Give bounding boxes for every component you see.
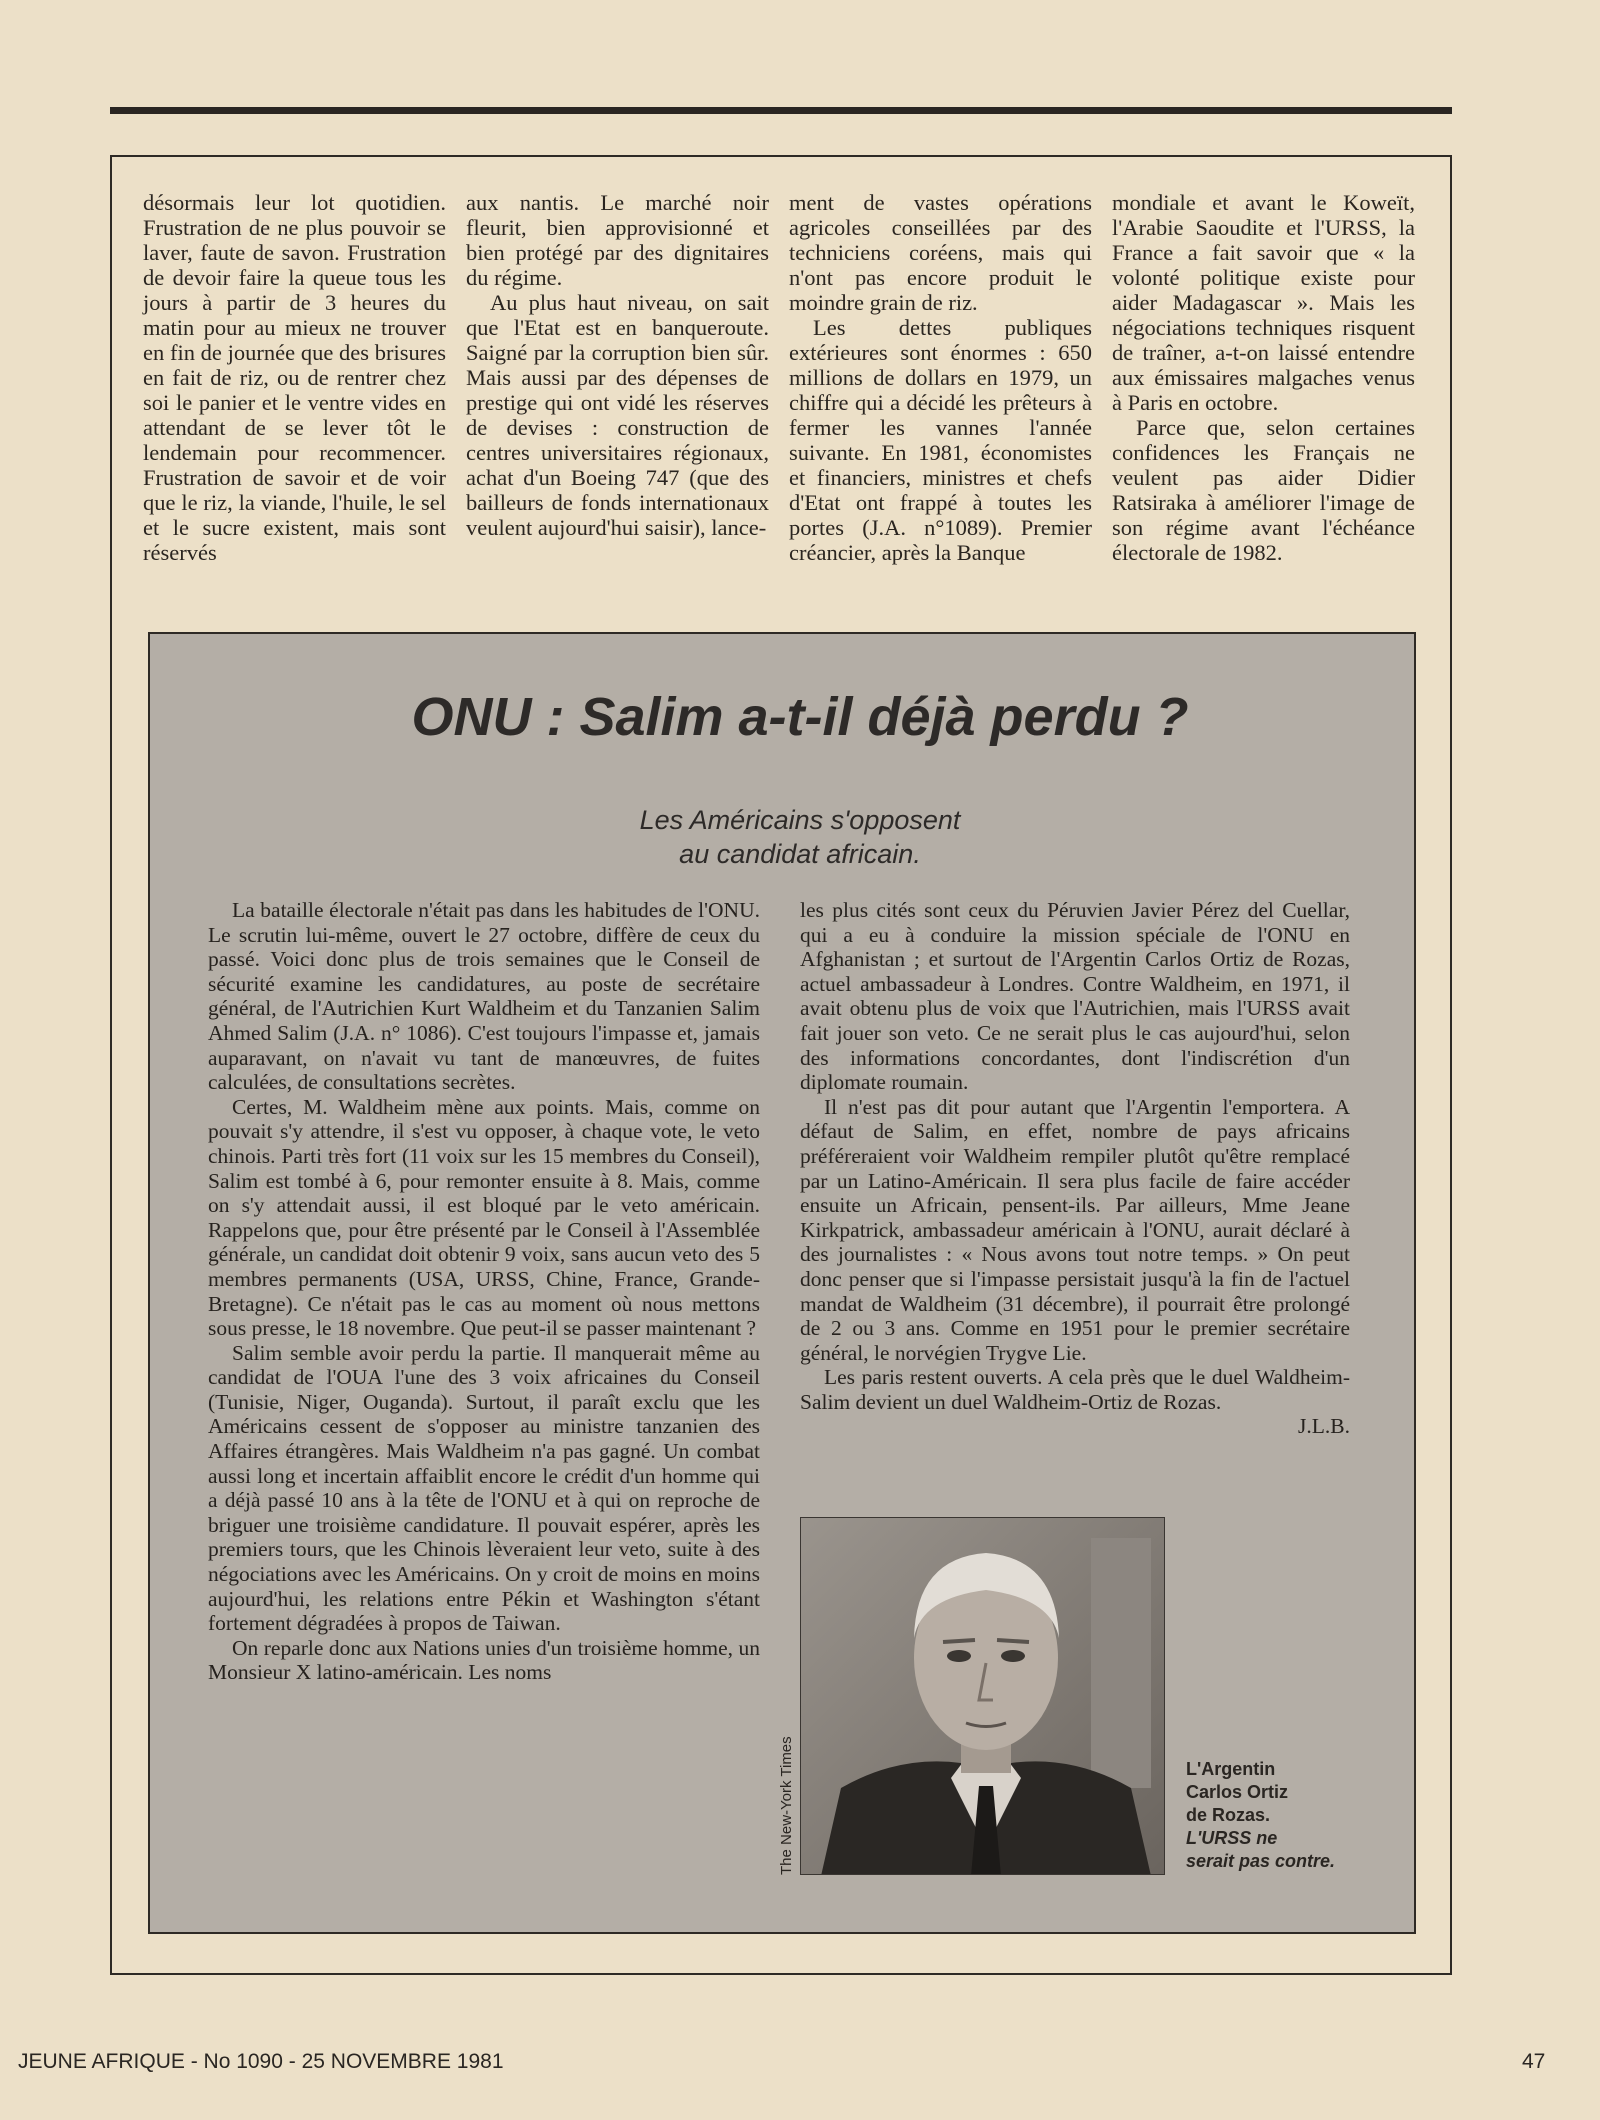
top-col4-para: Parce que, selon certaines confidences les Français ne veulent pas aider Didier Ratsiraka à améliorer l'image de son régime avant l'échéance électorale de 1982.: [1112, 415, 1415, 565]
top-col3-para: ment de vastes opérations agricoles conseillées par des techniciens coréens, mais qui n'ont pas encore produit le moindre grain de riz.: [789, 190, 1092, 315]
inset-paragraph: Il n'est pas dit pour autant que l'Argentin l'emportera. A défaut de Salim, en effet, nombre de pays africains préféreraient voir Waldheim rempiler plutôt qu'être remplacé par un Latino-Américain. Il sera plus facile de faire accéder ensuite un Africain, pensent-ils. Par ailleurs, Mme Jeane Kirkpatrick, ambassadeur américain à l'ONU, aurait déclaré à des journalistes : « Nous avons tout notre temps. » On peut donc penser que si l'impasse persistait jusqu'à la fin de l'actuel mandat de Waldheim (31 décembre), il pourrait être prolongé de 2 ou 3 ans. Comme en 1951 pour le premier secrétaire général, le norvégien Trygve Lie.: [800, 1094, 1350, 1365]
caption-line: L'URSS ne: [1186, 1828, 1278, 1848]
inset-subtitle: [0, 803, 1600, 871]
inset-paragraph: les plus cités sont ceux du Péruvien Javier Pérez del Cuellar, qui a eu à conduire la mission spéciale de l'ONU en Afghanistan ; et surtout de l'Argentin Carlos Ortiz de Rozas, actuel ambassadeur à Londres. Contre Waldheim, en 1971, il avait obtenu plus de voix que l'Autrichien, mais l'URSS avait fait jouer son veto. Ce ne serait plus le cas aujourd'hui, selon des informations concordantes, dont l'indiscrétion d'un diplomate roumain.: [800, 898, 1350, 1095]
top-col4-para: mondiale et avant le Koweït, l'Arabie Saoudite et l'URSS, la France a fait savoir que « la volonté politique existe pour aider Madagascar ». Mais les négociations techniques risquent de traîner, a-t-on laissé entendre aux émissaires malgaches venus à Paris en octobre.: [1112, 190, 1415, 415]
page-number: 47: [1522, 2050, 1546, 2073]
portrait-illustration: [801, 1518, 1165, 1875]
portrait-photo: [800, 1517, 1165, 1875]
caption-line: de Rozas.: [1186, 1805, 1271, 1825]
inset-subtitle-line: au candidat africain.: [679, 839, 921, 869]
inset-paragraph: Salim semble avoir perdu la partie. Il manquerait même au candidat de l'OUA l'une des 3 voix africaines du Conseil (Tunisie, Niger, Ouganda). Surtout, il paraît exclu que les Américains cessent de s'opposer au ministre tanzanien des Affaires étrangères. Mais Waldheim n'a pas gagné. Un combat aussi long et incertain affaiblit encore le crédit d'un homme qui a déjà passé 10 ans à la tête de l'ONU et à qui on reproche de briguer une troisième candidature. Il pouvait espérer, après les premiers tours, que les Chinois lèveraient leur veto, suite à des négociations avec les Américains. On y croit de moins en moins aujourd'hui, les relations entre Pékin et Washington s'étant fortement dégradées à propos de Taiwan.: [208, 1340, 760, 1636]
caption-line: serait pas contre.: [1186, 1851, 1336, 1871]
top-col2-para: aux nantis. Le marché noir fleurit, bien approvisionné et bien protégé par des dignitaires du régime.: [466, 190, 769, 290]
top-col2-para: Au plus haut niveau, on sait que l'Etat est en banqueroute. Saigné par la corruption bien sûr. Mais aussi par des dépenses de prestige qui ont vidé les réserves de devises : construction de centres universitaires régionaux, achat d'un Boeing 747 (que des bailleurs de fonds internationaux veulent aujourd'hui saisir), lance-: [466, 290, 769, 540]
top-column-4: [1112, 190, 1415, 590]
inset-title: ONU : Salim a-t-il déjà perdu ?: [411, 687, 1189, 747]
inset-subtitle-line: Les Américains s'opposent: [639, 805, 961, 835]
top-column-1: [143, 190, 446, 590]
inset-paragraph: Les paris restent ouverts. A cela près que le duel Waldheim-Salim devient un duel Waldheim-Ortiz de Rozas.: [800, 1365, 1350, 1414]
top-col3-para: Les dettes publiques extérieures sont énormes : 650 millions de dollars en 1979, un chiffre qui a décidé les prêteurs à fermer les vannes l'année suivante. En 1981, économistes et financiers, ministres et chefs d'Etat ont frappé à toutes les portes (J.A. n°1089). Premier créancier, après la Banque: [789, 315, 1092, 565]
photo-credit: The New-York Times: [778, 1736, 795, 1875]
top-article-columns: [143, 190, 1415, 590]
caption-line: L'Argentin: [1186, 1759, 1276, 1779]
author-signature: J.L.B.: [1298, 1414, 1350, 1439]
inset-left-column: [208, 898, 760, 1685]
top-column-2: [466, 190, 769, 590]
top-col1-para: désormais leur lot quotidien. Frustration de ne plus pouvoir se laver, faute de savon. Frustration de devoir faire la queue tous les jours à partir de 3 heures du matin pour au mieux ne trouver en fin de journée que des brisures en fait de riz, ou de rentrer chez soi le panier et le ventre vides en attendant de se lever tôt le lendemain pour recommencer. Frustration de savoir et de voir que le riz, la viande, l'huile, le sel et le sucre existent, mais sont réservés: [143, 190, 446, 565]
publication-footer: JEUNE AFRIQUE - No 1090 - 25 NOVEMBRE 1981: [18, 2050, 504, 2073]
inset-paragraph: Certes, M. Waldheim mène aux points. Mais, comme on pouvait s'y attendre, il s'est vu opposer, à chaque vote, le veto chinois. Parti très fort (11 voix sur les 15 membres du Conseil), Salim est tombé à 6, pour remonter ensuite à 8. Mais, comme on s'y attendait aussi, il est bloqué par le veto américain. Rappelons que, pour être présenté par le Conseil à l'Assemblée générale, un candidat doit obtenir 9 voix, sans aucun veto des 5 membres permanents (USA, URSS, Chine, France, Grande-Bretagne). Ce n'était pas le cas au moment où nous mettons sous presse, le 18 novembre. Que peut-il se passer maintenant ?: [208, 1094, 760, 1341]
top-column-3: [789, 190, 1092, 590]
inset-paragraph: On reparle donc aux Nations unies d'un troisième homme, un Monsieur X latino-américain. Les noms: [208, 1635, 760, 1685]
photo-caption: [1186, 1758, 1386, 1873]
inset-right-column: [800, 898, 1350, 1439]
inset-paragraph: La bataille électorale n'était pas dans les habitudes de l'ONU. Le scrutin lui-même, ouvert le 27 octobre, diffère de ceux du passé. Voici donc plus de trois semaines que le Conseil de sécurité examine les candidatures, au poste de secrétaire général, de l'Autrichien Kurt Waldheim et du Tanzanien Salim Ahmed Salim (J.A. n° 1086). C'est toujours l'impasse et, jamais auparavant, on n'avait vu tant de manœuvres, de fuites calculées, de consultations secrètes.: [208, 898, 760, 1095]
caption-line: Carlos Ortiz: [1186, 1782, 1289, 1802]
top-rule: [110, 107, 1452, 114]
